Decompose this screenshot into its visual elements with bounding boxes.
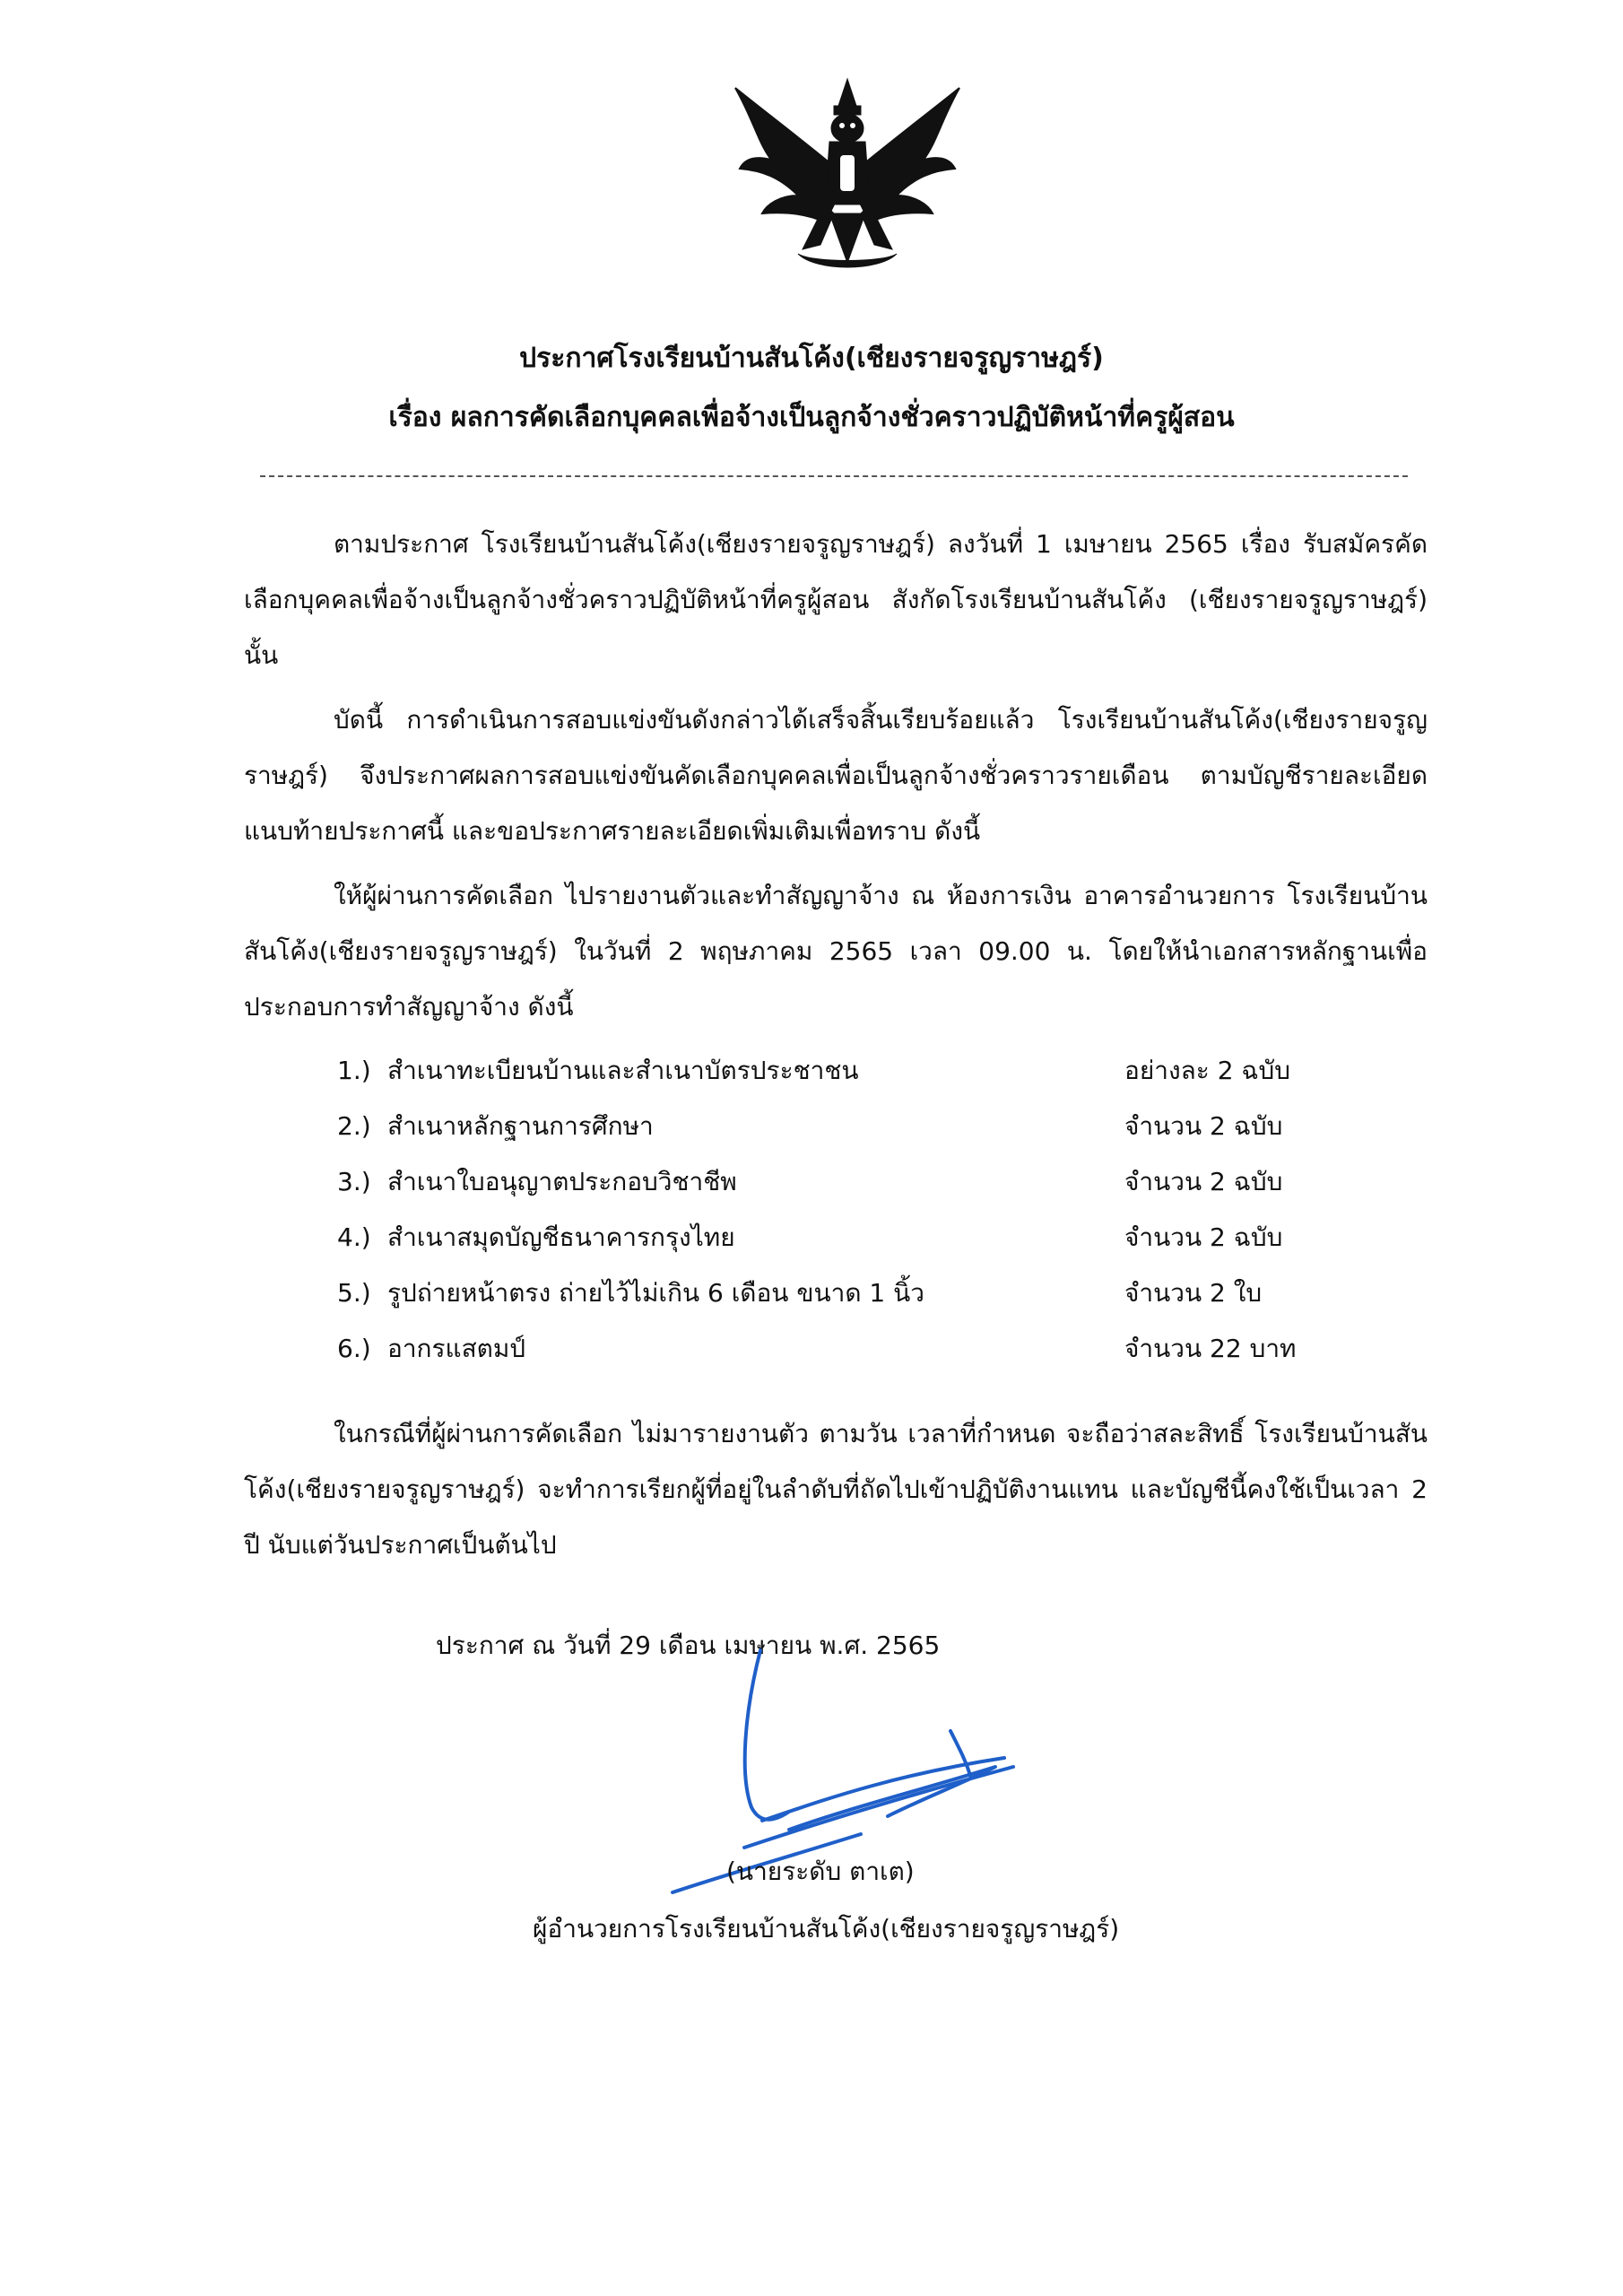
document-quantity: จำนวน 2 ฉบับ [1124,1167,1283,1196]
document-item [337,1321,1341,1377]
document-item [337,1043,1341,1099]
document-number: 1.) [337,1056,371,1085]
document-number: 3.) [337,1167,371,1196]
document-name: สำเนาสมุดบัญชีธนาคารกรุงไทย [387,1222,735,1252]
document-name: สำเนาหลักฐานการศึกษา [387,1111,654,1141]
document-name: สำเนาทะเบียนบ้านและสำเนาบัตรประชาชน [387,1056,859,1085]
paragraph-result: บัดนี้ การดำเนินการสอบแข่งขันดังกล่าวได้เสร็จสิ้นเรียบร้อยแล้ว โรงเรียนบ้านสันโค้ง(เชียงรายจรูญราษฎร์) จึงประกาศผลการสอบแข่งขันคัดเลือกบุคคลเพื่อเป็นลูกจ้างชั่วคราวรายเดือน ตามบัญชีรายละเอียดแนบท้ายประกาศนี้ และขอประกาศรายละเอียดเพิ่มเติมเพื่อทราบ ดังนี้ [244,705,1428,846]
document-number: 2.) [337,1111,371,1141]
signer-name: (นายระดับ ตาเต) [726,1857,915,1886]
document-quantity: จำนวน 2 ใบ [1124,1278,1263,1308]
document-item [337,1154,1341,1210]
document-quantity: จำนวน 2 ฉบับ [1124,1111,1283,1141]
paragraph-reference: ตามประกาศ โรงเรียนบ้านสันโค้ง(เชียงรายจรูญราษฎร์) ลงวันที่ 1 เมษายน 2565 เรื่อง รับสมัครคัดเลือกบุคคลเพื่อจ้างเป็นลูกจ้างชั่วคราวปฏิบัติหน้าที่ครูผู้สอน สังกัดโรงเรียนบ้านสันโค้ง (เชียงรายจรูญราษฎร์) นั้น [244,529,1428,670]
signer-title: ผู้อำนวยการโรงเรียนบ้านสันโค้ง(เชียงรายจรูญราษฎร์) [533,1914,1120,1944]
announcement-date: ประกาศ ณ วันที่ 29 เดือน เมษายน พ.ศ. 2565 [436,1631,941,1660]
document-name: สำเนาใบอนุญาตประกอบวิชาชีพ [387,1167,737,1196]
document-number: 4.) [337,1222,371,1252]
document-item [337,1265,1341,1321]
paragraph-report-instructions: ให้ผู้ผ่านการคัดเลือก ไปรายงานตัวและทำสัญญาจ้าง ณ ห้องการเงิน อาคารอำนวยการ โรงเรียนบ้านสันโค้ง(เชียงรายจรูญราษฎร์) ในวันที่ 2 พฤษภาคม 2565 เวลา 09.00 น. โดยให้นำเอกสารหลักฐานเพื่อประกอบการทำสัญญาจ้าง ดังนี้ [244,881,1428,1022]
document-number: 6.) [337,1334,371,1363]
document-item [337,1210,1341,1265]
document-name: อากรแสตมป์ [387,1334,526,1363]
document-quantity: จำนวน 22 บาท [1124,1334,1297,1363]
document-quantity: จำนวน 2 ฉบับ [1124,1222,1283,1252]
garuda-emblem-icon [717,70,977,285]
document-quantity: อย่างละ 2 ฉบับ [1124,1056,1291,1085]
document-name: รูปถ่ายหน้าตรง ถ่ายไว้ไม่เกิน 6 เดือน ขนาด 1 นิ้ว [387,1278,924,1308]
required-documents-list [337,1043,1341,1377]
dashed-divider [260,475,1408,477]
document-number: 5.) [337,1278,371,1308]
document-item [337,1099,1341,1154]
announcement-title: ประกาศโรงเรียนบ้านสันโค้ง(เชียงรายจรูญราษฎร์) [519,343,1104,374]
paragraph-forfeit-notice: ในกรณีที่ผู้ผ่านการคัดเลือก ไม่มารายงานตัว ตามวัน เวลาที่กำหนด จะถือว่าสละสิทธิ์ โรงเรียนบ้านสันโค้ง(เชียงรายจรูญราษฎร์) จะทำการเรียกผู้ที่อยู่ในลำดับที่ถัดไปเข้าปฏิบัติงานแทน และบัญชีนี้คงใช้เป็นเวลา 2 ปี นับแต่วันประกาศเป็นต้นไป [244,1419,1428,1560]
announcement-subject: เรื่อง ผลการคัดเลือกบุคคลเพื่อจ้างเป็นลูกจ้างชั่วคราวปฏิบัติหน้าที่ครูผู้สอน [388,402,1235,433]
